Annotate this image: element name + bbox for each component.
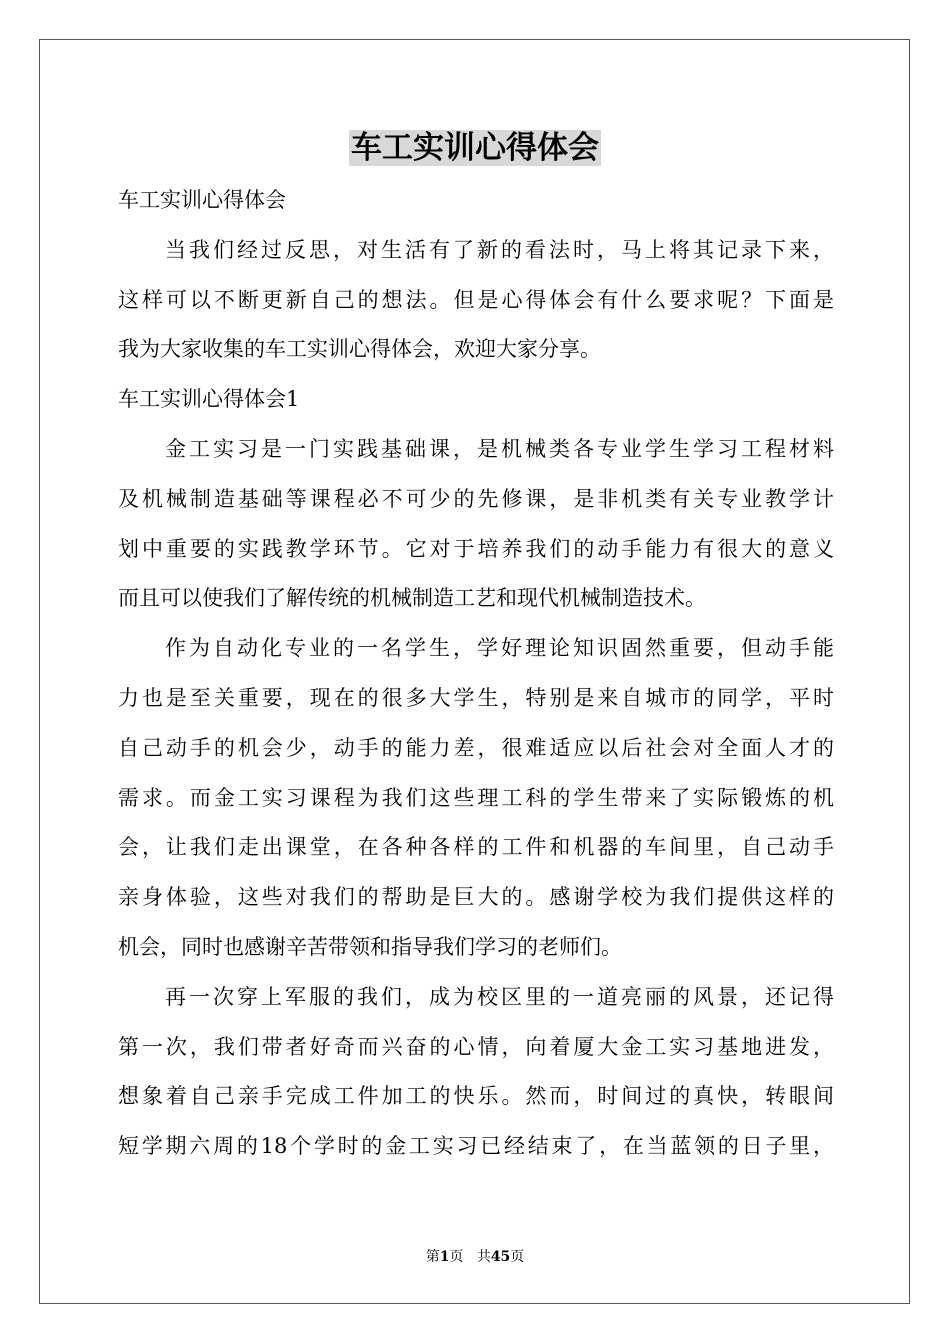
- footer-total-prefix: 共: [476, 1249, 491, 1265]
- text-line: 短学期六周的18个学时的金工实习已经结束了，在当蓝领的日子里，: [118, 1134, 834, 1159]
- document-body: [118, 176, 834, 1172]
- footer-page-suffix: 页: [449, 1249, 464, 1265]
- text-line: 这样可以不断更新自己的想法。但是心得体会有什么要求呢？下面是: [118, 287, 834, 312]
- footer-page-prefix: 第: [425, 1249, 440, 1265]
- text-line: 车工实训心得体会: [118, 188, 286, 212]
- text-line: 作为自动化专业的一名学生，学好理论知识固然重要，但动手能: [165, 636, 834, 661]
- footer-page-total: 45: [490, 1249, 511, 1265]
- text-line: 划中重要的实践教学环节。它对于培养我们的动手能力有很大的意义: [118, 536, 834, 561]
- page-footer: [0, 1247, 950, 1267]
- text-line: 力也是至关重要，现在的很多大学生，特别是来自城市的同学，平时: [118, 685, 834, 710]
- text-line: 再一次穿上军服的我们，成为校区里的一道亮丽的风景，还记得: [165, 984, 834, 1009]
- text-line: 自己动手的机会少，动手的能力差，很难适应以后社会对全面人才的: [118, 735, 834, 760]
- text-line: 而且可以使我们了解传统的机械制造工艺和现代机械制造技术。: [118, 586, 706, 611]
- text-line: 想象着自己亲手完成工件加工的快乐。然而，时间过的真快，转眼间: [118, 1084, 834, 1109]
- text-line: 车工实训心得体会1: [118, 387, 300, 412]
- text-line: 亲身体验，这些对我们的帮助是巨大的。感谢学校为我们提供这样的: [118, 885, 834, 910]
- text-line: 金工实习是一门实践基础课，是机械类各专业学生学习工程材料: [165, 436, 834, 461]
- footer-page-current: 1: [439, 1249, 450, 1265]
- text-line: 机会，同时也感谢辛苦带领和指导我们学习的老师们。: [118, 934, 622, 959]
- footer-total-suffix: 页: [510, 1249, 525, 1265]
- text-line: 当我们经过反思，对生活有了新的看法时，马上将其记录下来，: [165, 237, 834, 262]
- document-title: [0, 126, 950, 170]
- text-line: 及机械制造基础等课程必不可少的先修课，是非机类有关专业教学计: [118, 486, 834, 511]
- text-line: 第一次，我们带者好奇而兴奋的心情，向着厦大金工实习基地进发，: [118, 1034, 834, 1059]
- text-line: 我为大家收集的车工实训心得体会，欢迎大家分享。: [118, 337, 601, 362]
- text-line: 会，让我们走出课堂，在各种各样的工件和机器的车间里，自己动手: [118, 835, 834, 860]
- text-line: 需求。而金工实习课程为我们这些理工科的学生带来了实际锻炼的机: [118, 785, 834, 810]
- document-title-text: 车工实训心得体会: [351, 130, 599, 166]
